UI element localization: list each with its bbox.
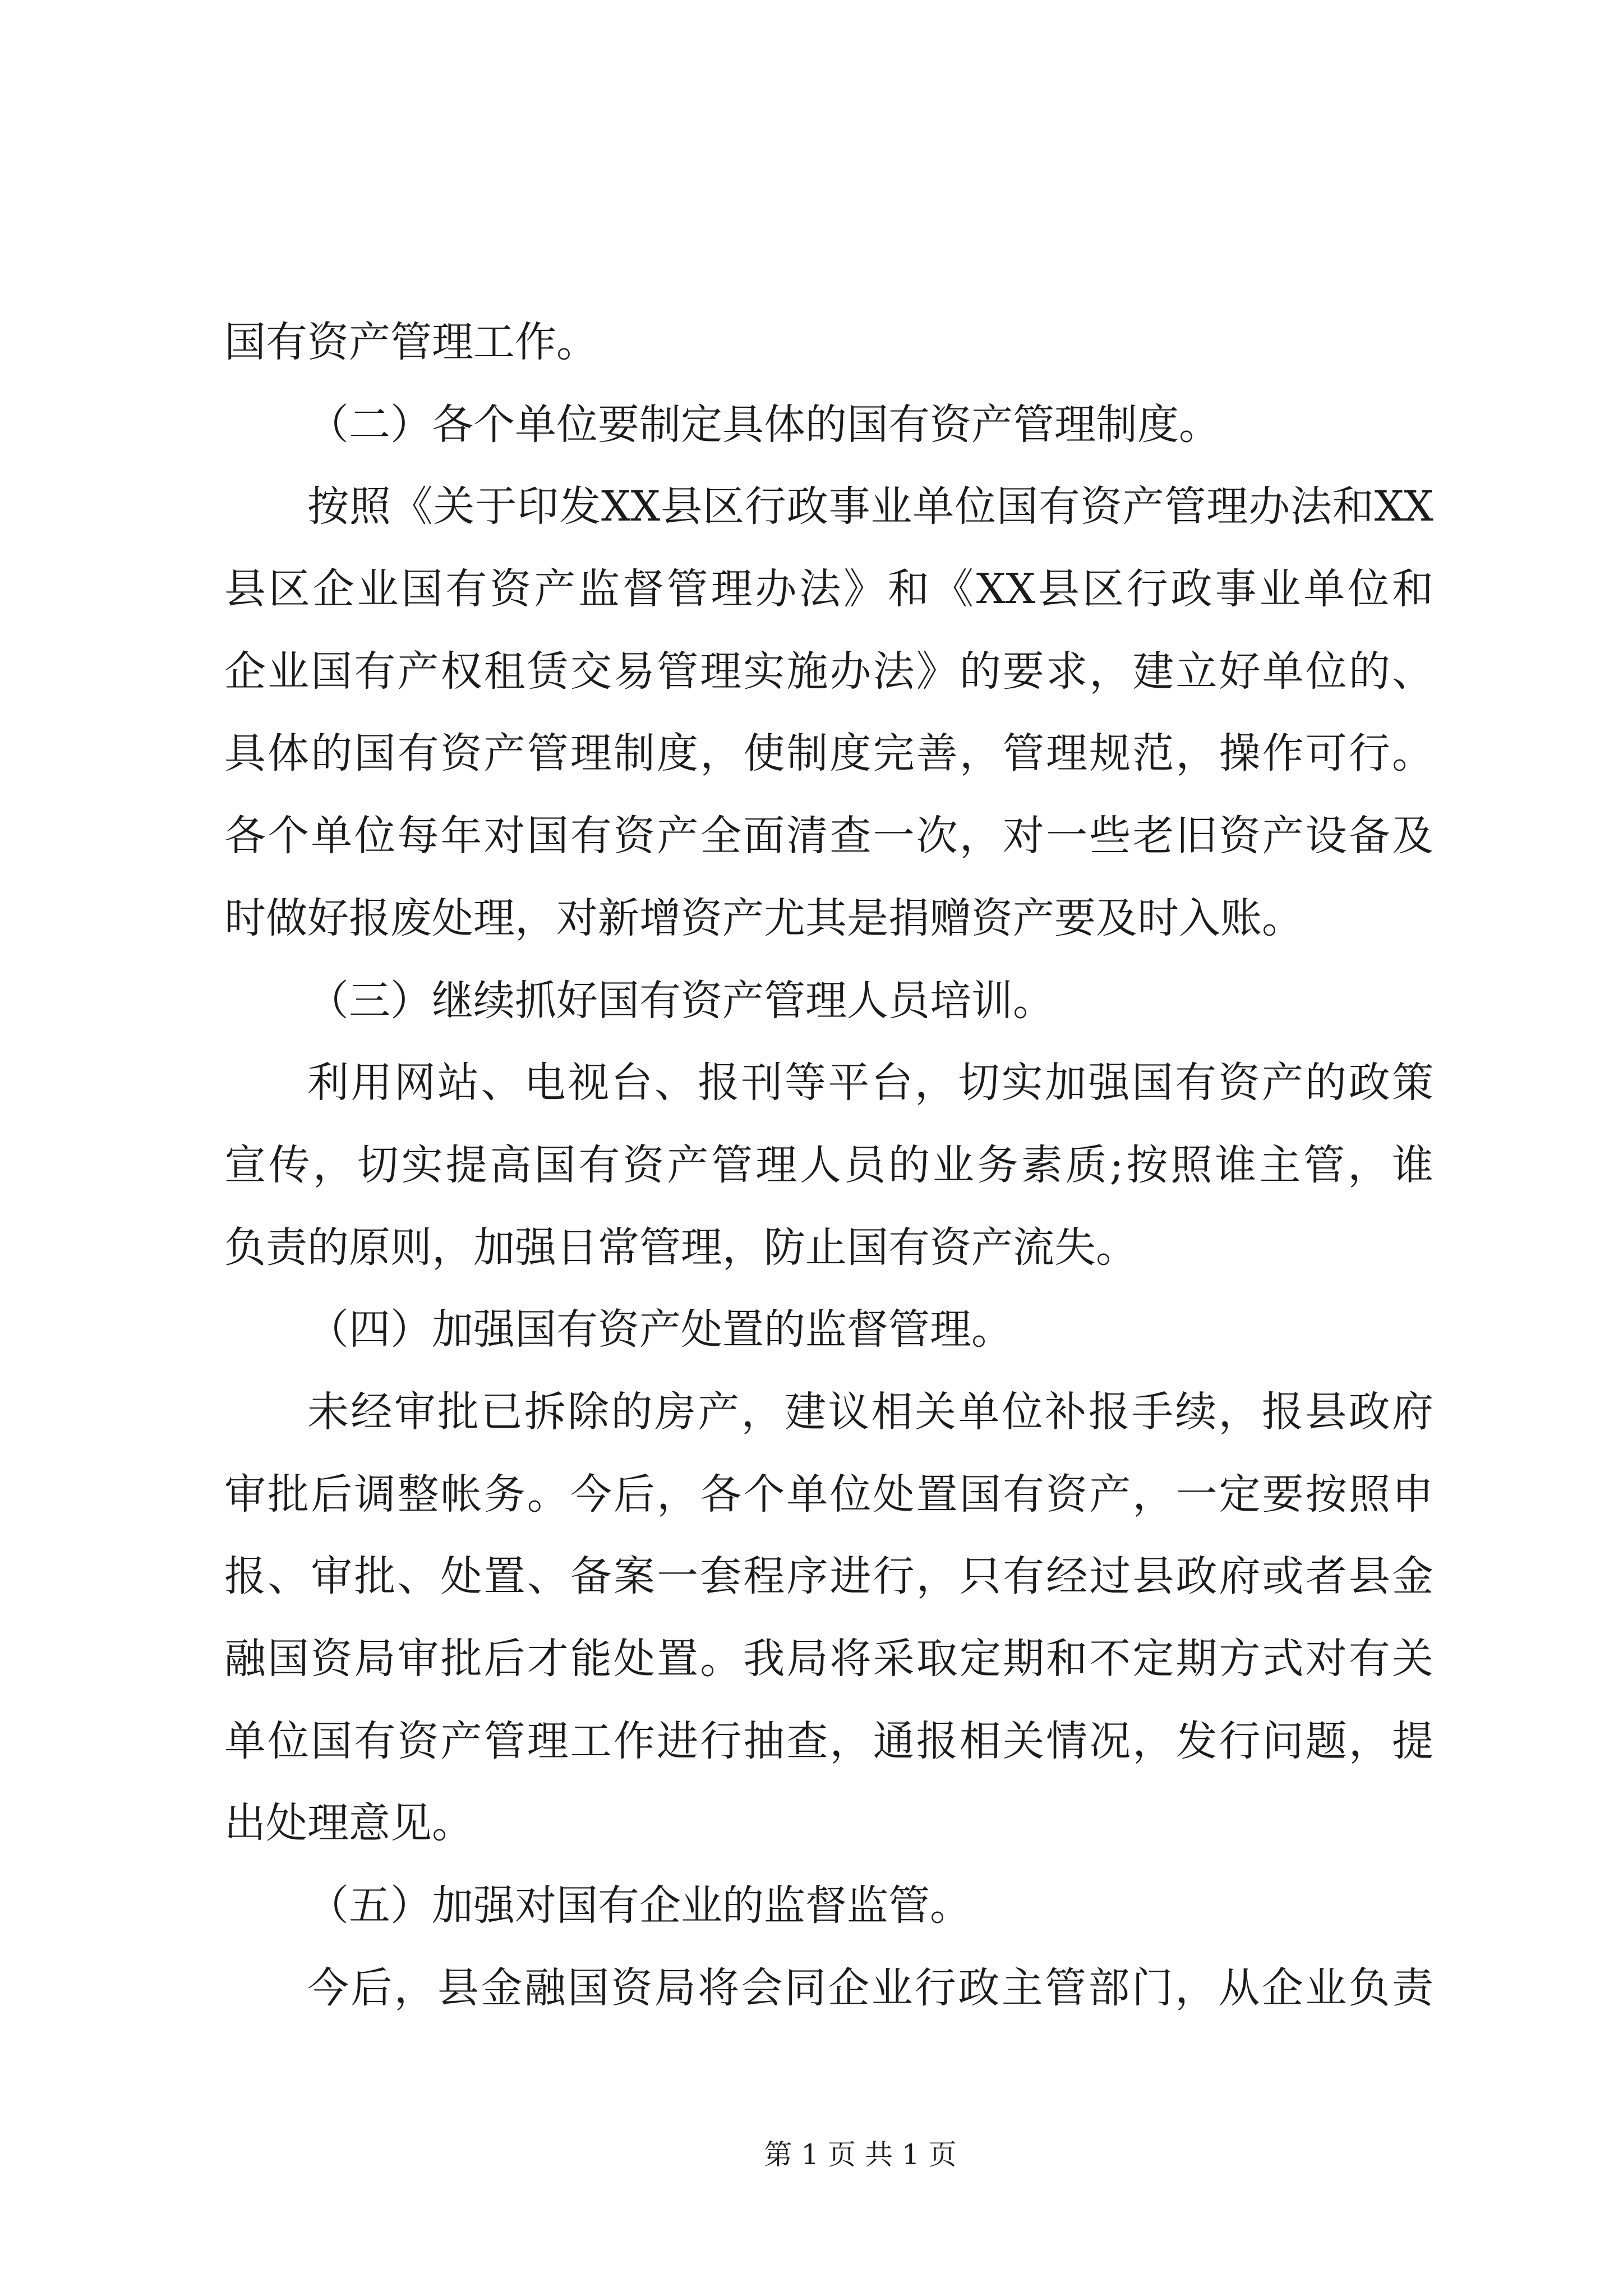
- body-text-line: 出处理意见。: [224, 1799, 473, 1848]
- section-heading: （二）各个单位要制定具体的国有资产管理制度。: [307, 400, 1220, 449]
- document-body: [224, 301, 1433, 2029]
- body-text-line: 国有资产管理工作。: [224, 318, 598, 366]
- body-text-line: 宣传，切实提高国有资产管理人员的业务素质;按照谁主管，谁: [224, 1140, 1433, 1189]
- section-heading: （四）加强国有资产处置的监督管理。: [307, 1305, 1013, 1354]
- body-text-line: 时做好报废处理，对新增资产尤其是捐赠资产要及时入账。: [224, 894, 1303, 942]
- body-text-line: 单位国有资产管理工作进行抽查，通报相关情况，发行问题，提: [224, 1717, 1433, 1765]
- body-text-line: 融国资局审批后才能处置。我局将采取定期和不定期方式对有关: [224, 1635, 1433, 1683]
- body-text-line: 具体的国有资产管理制度，使制度完善，管理规范，操作可行。: [224, 729, 1433, 778]
- body-text-line: 县区企业国有资产监督管理办法》和《XX县区行政事业单位和: [224, 565, 1433, 614]
- body-text-line: 报、审批、处置、备案一套程序进行，只有经过县政府或者县金: [224, 1552, 1433, 1601]
- body-text-line: 利用网站、电视台、报刊等平台，切实加强国有资产的政策: [307, 1059, 1433, 1107]
- body-text-line: 审批后调整帐务。今后，各个单位处置国有资产，一定要按照申: [224, 1470, 1433, 1519]
- page-number-footer: 第 1 页 共 1 页: [764, 2138, 957, 2171]
- body-text-line: 企业国有产权租赁交易管理实施办法》的要求，建立好单位的、: [224, 647, 1433, 696]
- body-text-line: 未经审批已拆除的房产，建议相关单位补报手续，报县政府: [307, 1387, 1433, 1436]
- body-text-line: 各个单位每年对国有资产全面清查一次，对一些老旧资产设备及: [224, 812, 1433, 861]
- body-text-line: 今后，县金融国资局将会同企业行政主管部门，从企业负责: [307, 1963, 1433, 2012]
- section-heading: （五）加强对国有企业的监督监管。: [307, 1881, 971, 1930]
- body-text-line: 负责的原则，加强日常管理，防止国有资产流失。: [224, 1223, 1137, 1272]
- section-heading: （三）继续抓好国有资产管理人员培训。: [307, 976, 1054, 1025]
- body-text-line: 按照《关于印发XX县区行政事业单位国有资产管理办法和XX: [307, 482, 1433, 531]
